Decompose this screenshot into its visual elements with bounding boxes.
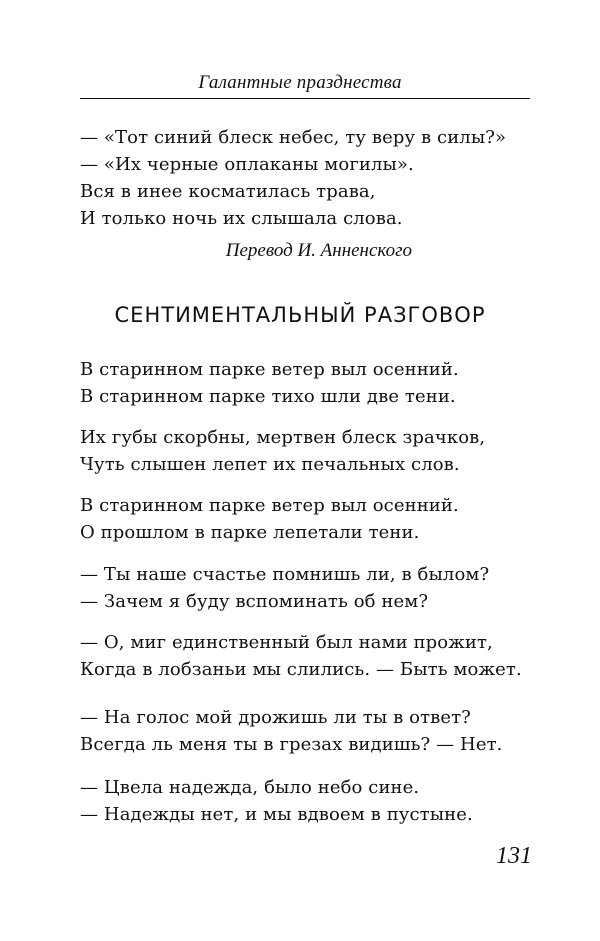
verse-line: — Зачем я буду вспоминать об нем? (80, 591, 429, 612)
stanza (80, 356, 540, 410)
page-number: 131 (496, 843, 532, 869)
verse-line: Вся в инее косматилась трава, (80, 181, 376, 202)
verse-line: И только ночь их слышала слова. (80, 208, 403, 229)
stanza (80, 492, 540, 546)
previous-poem-ending (80, 124, 540, 232)
stanza (80, 561, 540, 615)
poem-title: СЕНТИМЕНТАЛЬНЫЙ РАЗГОВОР (114, 303, 486, 327)
verse-line: Чуть слышен лепет их печальных слов. (80, 454, 460, 475)
verse-line: — «Тот синий блеск небес, ту веру в силы?» (80, 127, 507, 148)
verse-line: — Надежды нет, и мы вдвоем в пустыне. (80, 804, 473, 825)
verse-line: В старинном парке тихо шли две тени. (80, 386, 456, 407)
stanza (80, 629, 540, 683)
running-head: Галантные празднества (198, 72, 402, 93)
translator-credit: Перевод И. Анненского (225, 240, 412, 261)
verse-line: О прошлом в парке лепетали тени. (80, 522, 420, 543)
verse-line: В старинном парке ветер выл осенний. (80, 359, 459, 380)
verse-line: — Ты наше счастье помнишь ли, в былом? (80, 564, 490, 585)
verse-line: Когда в лобзаньи мы слились. — Быть может. (80, 659, 522, 680)
stanza (80, 424, 540, 478)
stanza (80, 774, 540, 828)
verse-line: Всегда ль меня ты в грезах видишь? — Нет. (80, 734, 503, 755)
verse-line: — О, миг единственный был нами прожит, (80, 632, 493, 653)
verse-line: Их губы скорбны, мертвен блеск зрачков, (80, 427, 486, 448)
header-rule (80, 98, 530, 99)
verse-line: — Цвела надежда, было небо сине. (80, 777, 420, 798)
verse-line: — На голос мой дрожишь ли ты в ответ? (80, 707, 471, 728)
verse-line: В старинном парке ветер выл осенний. (80, 495, 459, 516)
verse-line: — «Их черные оплаканы могилы». (80, 154, 414, 175)
stanza (80, 704, 540, 758)
